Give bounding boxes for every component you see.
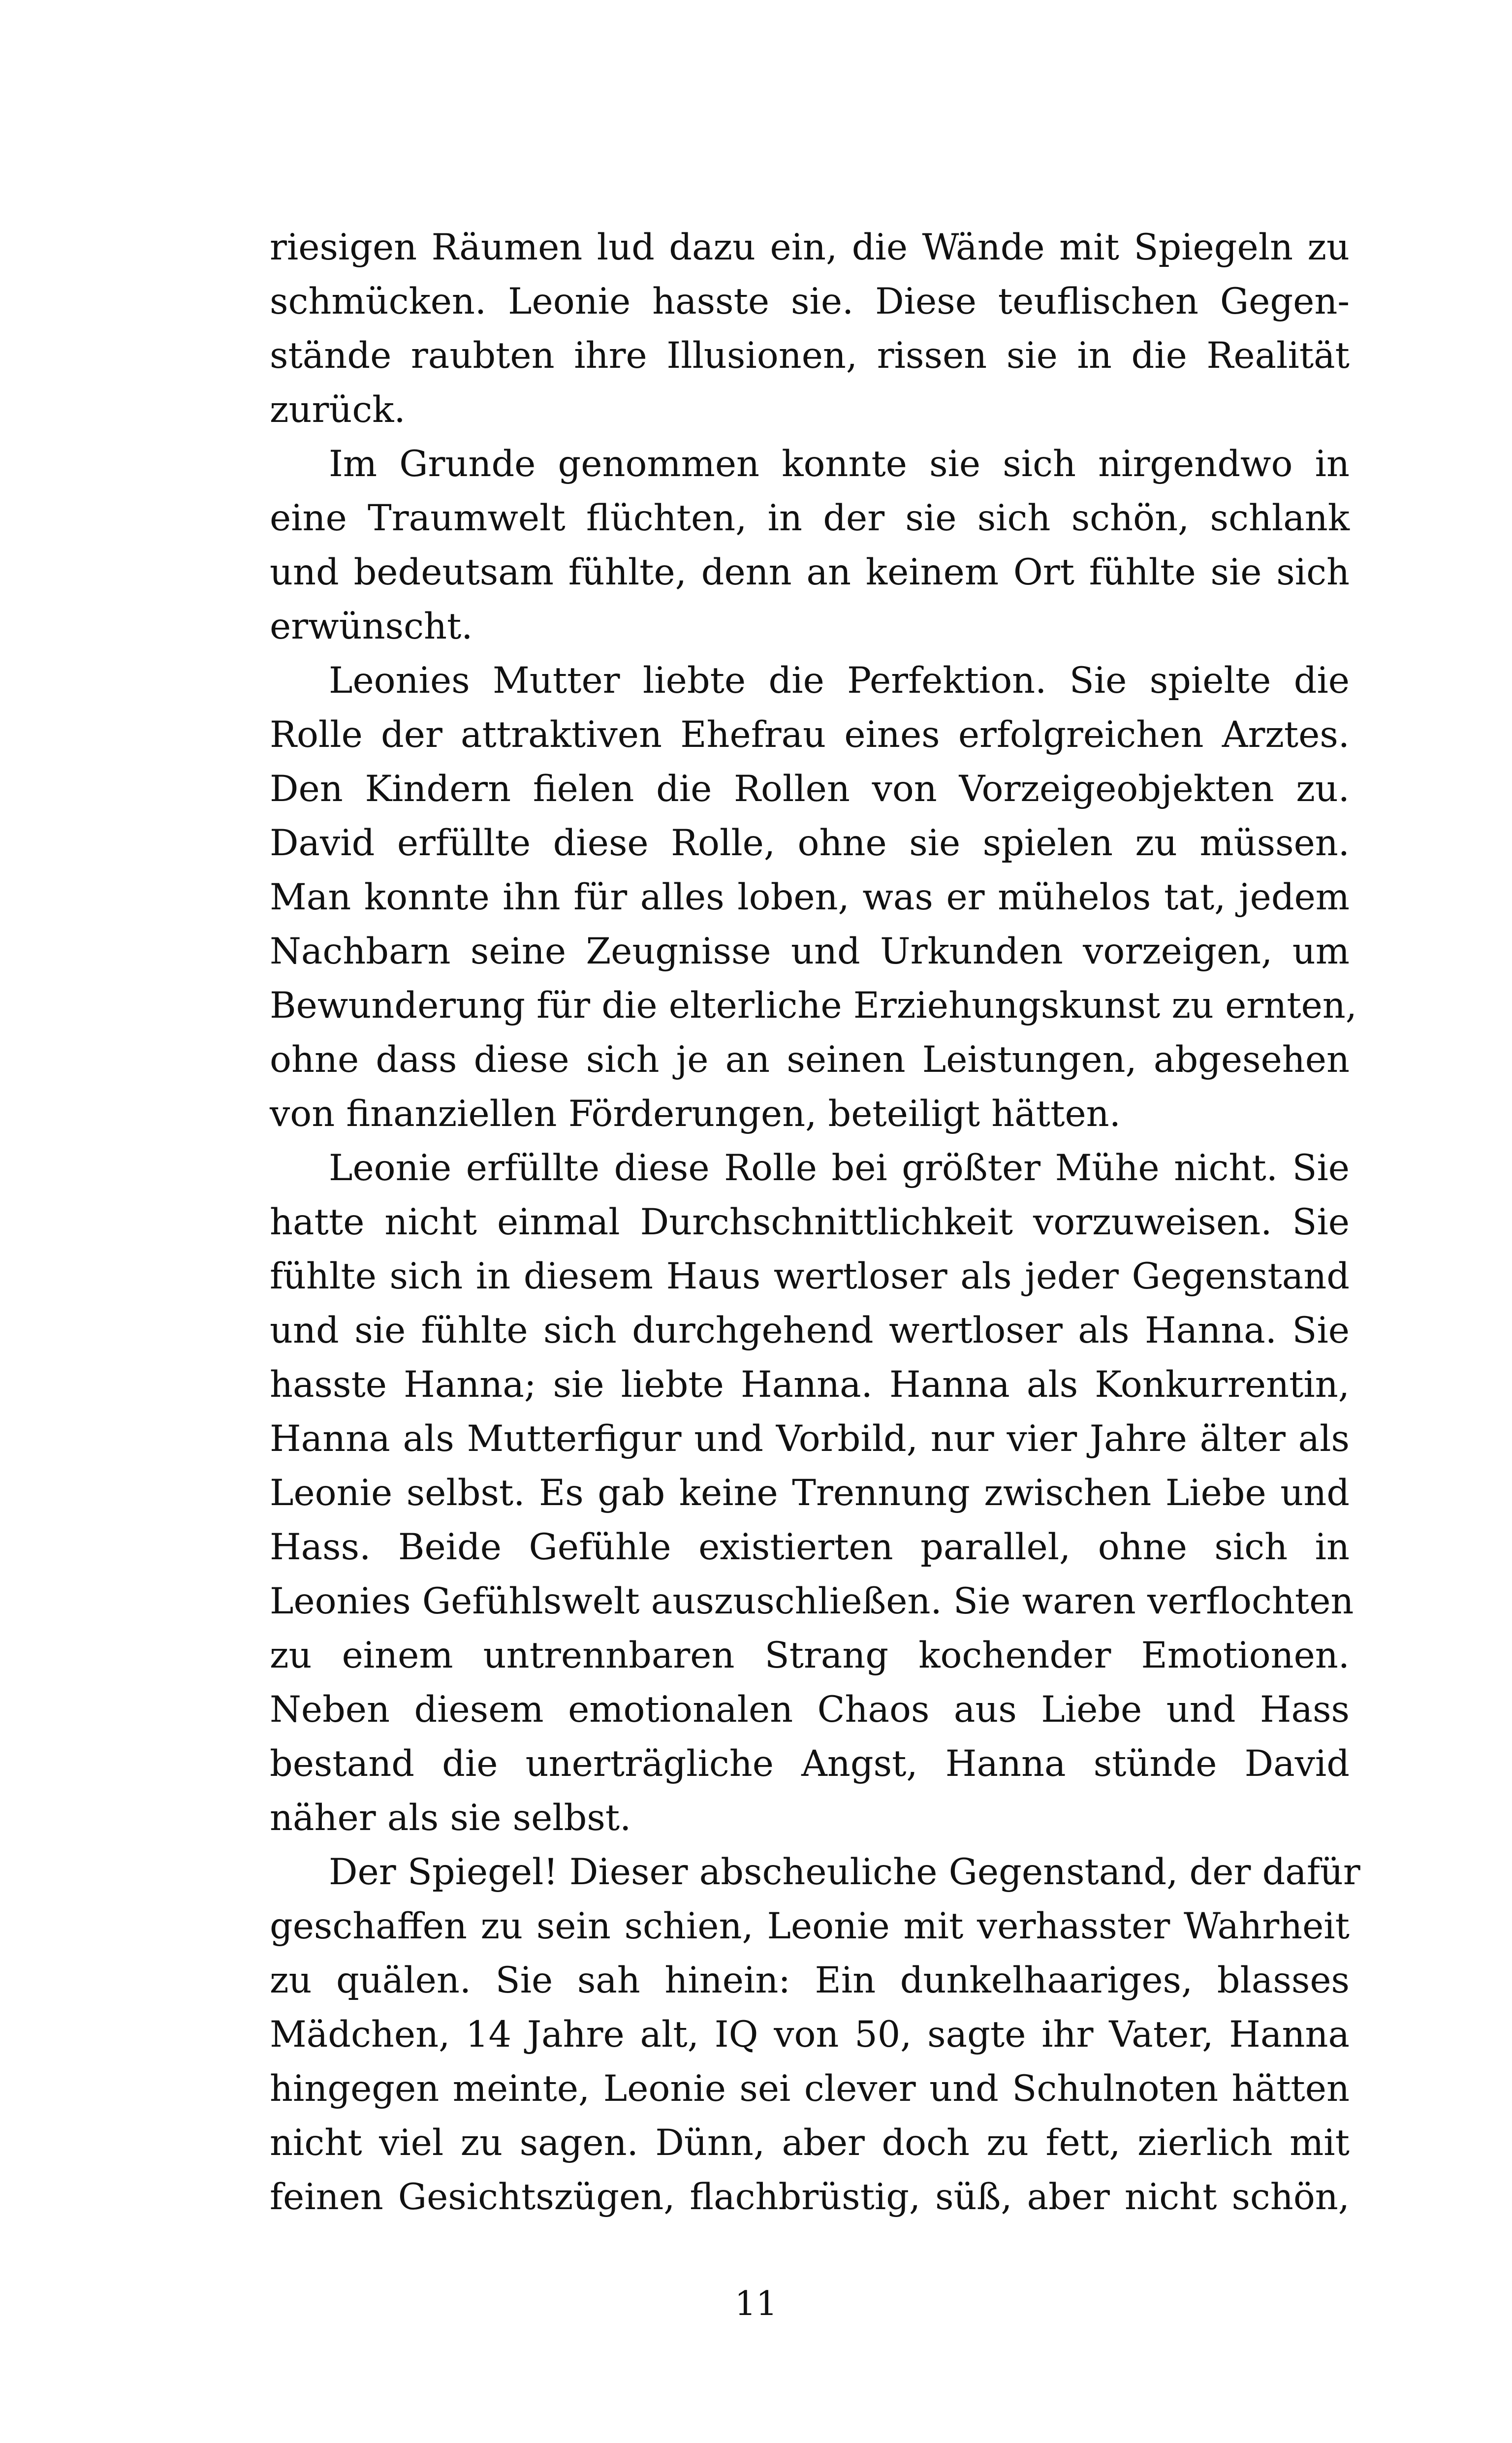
text-line: fühlte sich in diesem Haus wertloser als jeder Gegenstand (270, 1255, 1350, 1297)
text-line: schmücken. Leonie hasste sie. Diese teuflischen Gegen- (270, 281, 1350, 322)
text-line: Hanna als Mutterfigur und Vorbild, nur vier Jahre älter als (270, 1418, 1350, 1460)
text-line: Der Spiegel! Dieser abscheuliche Gegenstand, der dafür (329, 1851, 1360, 1893)
text-line: Den Kindern fielen die Rollen von Vorzeigeobjekten zu. (270, 768, 1350, 810)
text-line: Im Grunde genommen konnte sie sich nirgendwo in (329, 443, 1350, 485)
text-line: Hass. Beide Gefühle existierten parallel, ohne sich in (270, 1526, 1350, 1568)
text-line: geschaffen zu sein schien, Leonie mit verhasster Wahrheit (270, 1905, 1350, 1947)
text-line: und sie fühlte sich durchgehend wertloser als Hanna. Sie (270, 1310, 1350, 1351)
text-line: stände raubten ihre Illusionen, rissen sie in die Realität (270, 335, 1350, 377)
text-line: zu quälen. Sie sah hinein: Ein dunkelhaariges, blasses (270, 1960, 1350, 2001)
text-line: Leonie erfüllte diese Rolle bei größter Mühe nicht. Sie (329, 1147, 1350, 1189)
text-line: zurück. (270, 389, 406, 431)
text-line: erwünscht. (270, 606, 473, 647)
text-line: und bedeutsam fühlte, denn an keinem Ort fühlte sie sich (270, 551, 1350, 593)
text-line: Neben diesem emotionalen Chaos aus Liebe und Hass (270, 1689, 1350, 1731)
text-line: feinen Gesichtszügen, flachbrüstig, süß, aber nicht schön, (270, 2176, 1350, 2218)
text-line: von finanziellen Förderungen, beteiligt hätten. (270, 1093, 1121, 1135)
text-line: Leonie selbst. Es gab keine Trennung zwischen Liebe und (270, 1472, 1350, 1514)
text-line: David erfüllte diese Rolle, ohne sie spielen zu müssen. (270, 822, 1350, 864)
text-line: Man konnte ihn für alles loben, was er mühelos tat, jedem (270, 876, 1350, 918)
text-line: näher als sie selbst. (270, 1797, 631, 1839)
text-line: Leonies Mutter liebte die Perfektion. Sie spielte die (329, 660, 1350, 702)
text-line: eine Traumwelt flüchten, in der sie sich schön, schlank (270, 497, 1350, 539)
text-line: Leonies Gefühlswelt auszuschließen. Sie waren verflochten (270, 1580, 1354, 1622)
text-line: hasste Hanna; sie liebte Hanna. Hanna als Konkurrentin, (270, 1364, 1350, 1406)
body-text (270, 221, 1360, 2224)
text-line: zu einem untrennbaren Strang kochender Emotionen. (270, 1635, 1350, 1676)
page-number: 11 (734, 2284, 778, 2323)
text-line: bestand die unerträgliche Angst, Hanna stünde David (270, 1743, 1350, 1785)
text-line: Nachbarn seine Zeugnisse und Urkunden vorzeigen, um (270, 931, 1350, 972)
text-line: Mädchen, 14 Jahre alt, IQ von 50, sagte ihr Vater, Hanna (270, 2014, 1350, 2056)
text-line: ohne dass diese sich je an seinen Leistungen, abgesehen (270, 1039, 1350, 1081)
text-line: hatte nicht einmal Durchschnittlichkeit vorzuweisen. Sie (270, 1201, 1350, 1243)
text-line: hingegen meinte, Leonie sei clever und Schulnoten hätten (270, 2068, 1350, 2110)
text-line: Rolle der attraktiven Ehefrau eines erfolgreichen Arztes. (270, 714, 1350, 756)
text-line: Bewunderung für die elterliche Erziehungskunst zu ernten, (270, 985, 1357, 1027)
text-line: nicht viel zu sagen. Dünn, aber doch zu fett, zierlich mit (270, 2122, 1350, 2164)
text-line: riesigen Räumen lud dazu ein, die Wände mit Spiegeln zu (270, 226, 1350, 268)
